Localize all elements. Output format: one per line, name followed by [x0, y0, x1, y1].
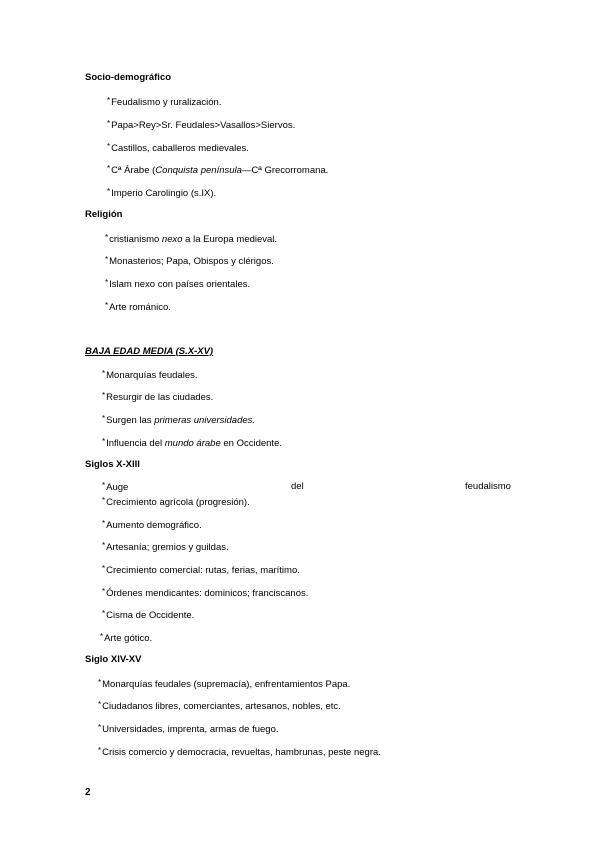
bullet: * [102, 609, 106, 618]
bullet: * [100, 632, 104, 641]
list-item: *Islam nexo con países orientales. [105, 278, 251, 290]
list-item: *Influencia del mundo árabe en Occidente. [102, 437, 282, 449]
list-item: *Aumento demográfico. [102, 519, 202, 531]
bullet: * [102, 564, 106, 573]
list-item: *Arte románico. [105, 301, 171, 313]
list-item: *Artesanía; gremios y guildas. [102, 541, 229, 553]
bullet: * [102, 437, 106, 446]
bullet: * [102, 519, 106, 528]
page-number: 2 [85, 787, 91, 798]
list-item-auge-word: feudalismo [465, 481, 511, 492]
list-item: *Órdenes mendicantes: dominicos; franciscanos. [102, 587, 309, 599]
section-title-baja-edad-media: BAJA EDAD MEDIA (S.X-XV) [85, 346, 214, 357]
bullet: * [102, 369, 106, 378]
bullet: * [102, 541, 106, 550]
bullet: * [107, 164, 111, 173]
bullet: * [102, 587, 106, 596]
list-item: *Papa>Rey>Sr. Feudales>Vasallos>Siervos. [107, 119, 296, 131]
section-heading-socio: Socio-demográfico [85, 72, 172, 83]
list-item: *cristianismo nexo a la Europa medieval. [105, 233, 278, 245]
list-item: *Arte gótico. [100, 632, 153, 644]
bullet: * [98, 678, 102, 687]
section-heading-siglo-xiv-xv: Siglo XIV-XV [85, 654, 142, 665]
bullet: * [105, 255, 109, 264]
list-item-auge: *Auge [102, 481, 129, 493]
bullet: * [105, 301, 109, 310]
bullet: * [105, 278, 109, 287]
bullet: * [107, 96, 111, 105]
section-heading-religion: Religión [85, 209, 123, 220]
bullet: * [107, 187, 111, 196]
bullet: * [102, 391, 106, 400]
bullet: * [98, 746, 102, 755]
section-heading-siglos-x-xiii: Siglos X-XIII [85, 459, 140, 470]
bullet: * [105, 233, 109, 242]
list-item: *Feudalismo y ruralización. [107, 96, 222, 108]
list-item: *Imperio Carolingio (s.IX). [107, 187, 217, 199]
list-item: *Crecimiento comercial: rutas, ferias, marítimo. [102, 564, 300, 576]
list-item: *Ciudadanos libres, comerciantes, artesanos, nobles, etc. [98, 700, 341, 712]
bullet: * [102, 481, 106, 490]
list-item: *Monarquías feudales. [102, 369, 198, 381]
list-item: *Monarquías feudales (supremacía), enfrentamientos Papa. [98, 678, 351, 690]
list-item: *Resurgir de las ciudades. [102, 391, 214, 403]
list-item: *Cª Árabe (Conquista península—Cª Grecorromana. [107, 164, 329, 176]
list-item: *Monasterios; Papa, Obispos y clérigos. [105, 255, 274, 267]
list-item: *Crisis comercio y democracia, revueltas, hambrunas, peste negra. [98, 746, 381, 758]
list-item-auge-word: del [291, 481, 304, 492]
list-item: *Universidades, imprenta, armas de fuego. [98, 723, 279, 735]
list-item: *Crecimiento agrícola (progresión). [102, 496, 250, 508]
bullet: * [107, 142, 111, 151]
bullet: * [102, 414, 106, 423]
bullet: * [107, 119, 111, 128]
list-item: *Surgen las primeras universidades. [102, 414, 256, 426]
list-item: *Castillos, caballeros medievales. [107, 142, 249, 154]
bullet: * [98, 700, 102, 709]
bullet: * [102, 496, 106, 505]
list-item: *Cisma de Occidente. [102, 609, 195, 621]
bullet: * [98, 723, 102, 732]
